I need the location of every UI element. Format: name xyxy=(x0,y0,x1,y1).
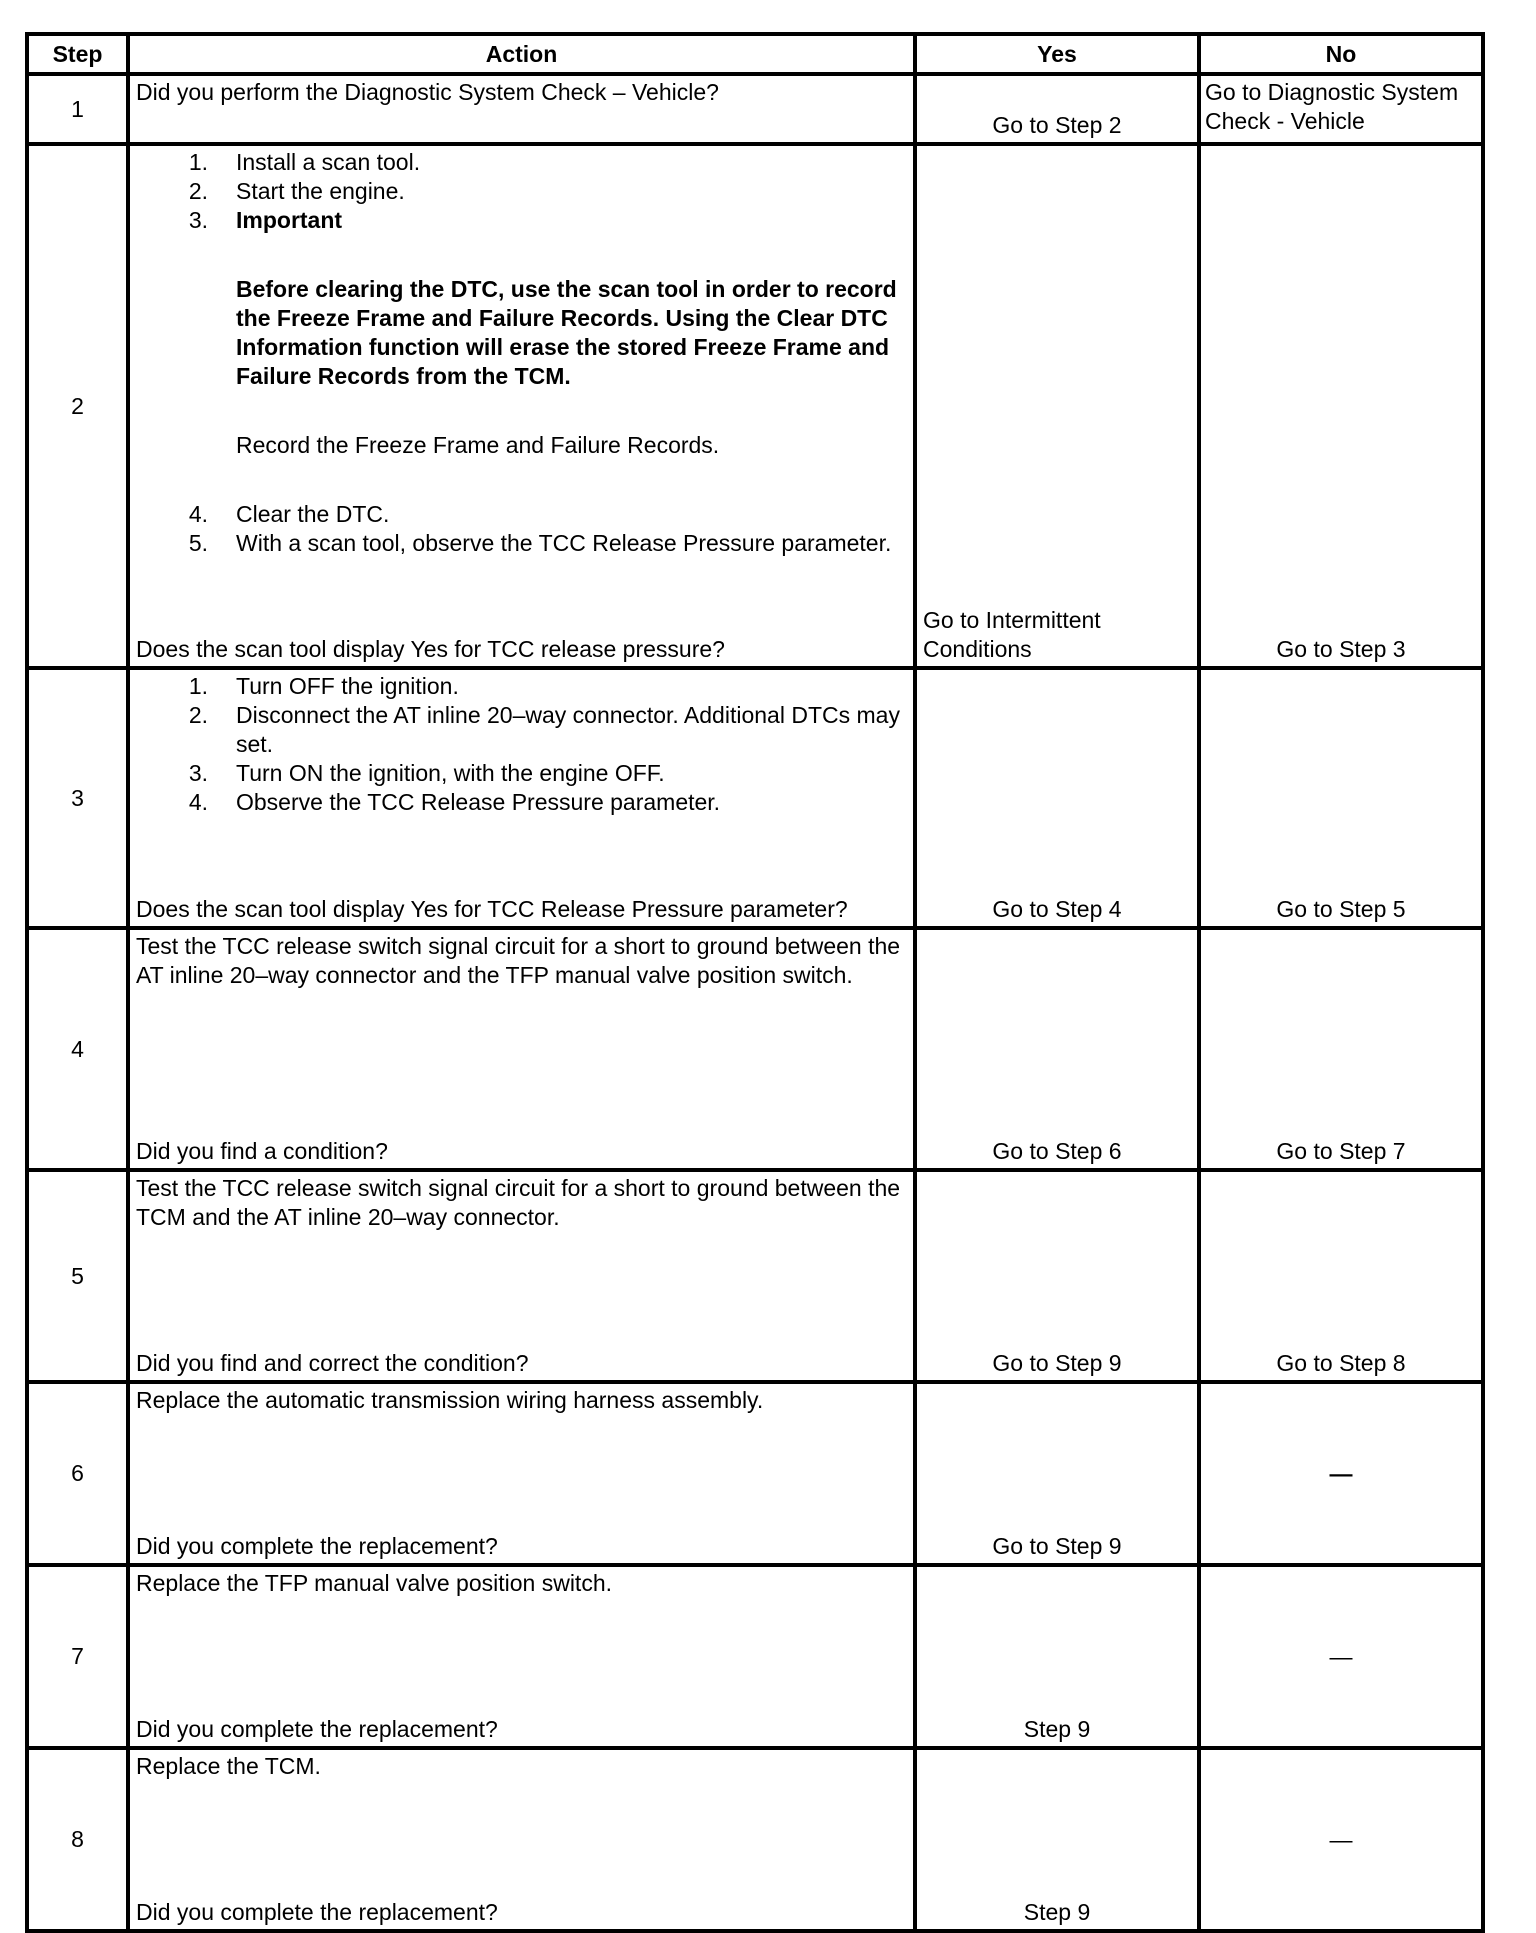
list-item: 2. Start the engine. xyxy=(188,178,405,204)
table-row xyxy=(27,1170,1483,1382)
step-number: 6 xyxy=(27,1382,128,1565)
yes-cell xyxy=(915,144,1199,668)
no-answer: Go to Step 5 xyxy=(1276,896,1406,922)
instruction-text: Test the TCC release switch signal circuit for a short to ground between the AT inline 20–way connector and the TFP manual valve position switch. xyxy=(136,933,901,988)
step-number: 4 xyxy=(27,928,128,1170)
header-yes: Yes xyxy=(915,34,1199,74)
step-number: 8 xyxy=(27,1748,128,1931)
instruction-text: Replace the TCM. xyxy=(136,1753,321,1779)
diagnostic-table xyxy=(25,32,1485,1933)
action-cell xyxy=(128,928,915,1170)
no-answer: Go to Step 8 xyxy=(1276,1350,1406,1376)
no-cell xyxy=(1199,74,1483,144)
instruction-list xyxy=(136,148,907,235)
list-item: 1. Install a scan tool. xyxy=(188,149,421,175)
header-no: No xyxy=(1199,34,1483,74)
question-text: Did you complete the replacement? xyxy=(136,1716,498,1742)
table-row xyxy=(27,928,1483,1170)
header-action: Action xyxy=(128,34,915,74)
no-answer: Go to Step 7 xyxy=(1276,1138,1406,1164)
yes-cell xyxy=(915,1565,1199,1748)
question-text: Did you perform the Diagnostic System Check – Vehicle? xyxy=(136,79,719,105)
list-item: 1. Turn OFF the ignition. xyxy=(188,673,459,699)
no-cell xyxy=(1199,1565,1483,1748)
question-text: Did you complete the replacement? xyxy=(136,1533,498,1559)
list-item: 2. Disconnect the AT inline 20–way connector. Additional DTCs may set. xyxy=(188,702,900,757)
instruction-text: Replace the automatic transmission wiring harness assembly. xyxy=(136,1387,764,1413)
step-number: 7 xyxy=(27,1565,128,1748)
instruction-list xyxy=(136,672,907,817)
table-row xyxy=(27,74,1483,144)
no-answer: — xyxy=(1329,1826,1353,1852)
step-number: 2 xyxy=(27,144,128,668)
action-cell xyxy=(128,1382,915,1565)
table-row xyxy=(27,144,1483,668)
action-cell xyxy=(128,144,915,668)
step-number: 1 xyxy=(27,74,128,144)
yes-answer: Go to Step 4 xyxy=(992,896,1122,922)
question-text: Did you find and correct the condition? xyxy=(136,1350,529,1376)
question-text: Does the scan tool display Yes for TCC Release Pressure parameter? xyxy=(136,896,848,922)
instruction-text: Replace the TFP manual valve position switch. xyxy=(136,1570,613,1596)
header-row xyxy=(27,34,1483,74)
table-row xyxy=(27,1382,1483,1565)
no-cell xyxy=(1199,928,1483,1170)
list-item: 3. Important xyxy=(188,207,343,233)
question-text: Did you find a condition? xyxy=(136,1138,388,1164)
action-cell xyxy=(128,668,915,928)
list-item: 4. Clear the DTC. xyxy=(188,501,390,527)
yes-answer: Go to Step 9 xyxy=(992,1350,1122,1376)
instruction-text: Test the TCC release switch signal circuit for a short to ground between the TCM and the AT inline 20–way connector. xyxy=(136,1175,901,1230)
header-step: Step xyxy=(27,34,128,74)
action-cell xyxy=(128,1748,915,1931)
no-answer: — xyxy=(1329,1643,1353,1669)
important-note: Before clearing the DTC, use the scan tool in order to record the Freeze Frame and Failure Records. Using the Clear DTC Information function will erase the stored Freeze Frame and Failure Records from the TCM. xyxy=(236,276,897,389)
list-item: 3. Turn ON the ignition, with the engine OFF. xyxy=(188,760,665,786)
table-row xyxy=(27,1748,1483,1931)
step-number: 3 xyxy=(27,668,128,928)
list-item: 5. With a scan tool, observe the TCC Release Pressure parameter. xyxy=(188,530,892,556)
no-answer: Go to Diagnostic System Check - Vehicle xyxy=(1205,79,1459,134)
yes-cell xyxy=(915,668,1199,928)
yes-cell xyxy=(915,74,1199,144)
yes-cell xyxy=(915,1748,1199,1931)
yes-answer: Go to Step 2 xyxy=(992,112,1122,138)
yes-answer: Step 9 xyxy=(1023,1899,1091,1925)
action-cell xyxy=(128,1170,915,1382)
table-row xyxy=(27,1565,1483,1748)
action-cell xyxy=(128,74,915,144)
record-note: Record the Freeze Frame and Failure Records. xyxy=(236,432,720,458)
yes-answer: Step 9 xyxy=(1023,1716,1091,1742)
step-number: 5 xyxy=(27,1170,128,1382)
no-answer: — xyxy=(1329,1460,1353,1486)
no-answer: Go to Step 3 xyxy=(1276,636,1406,662)
no-cell xyxy=(1199,668,1483,928)
yes-cell xyxy=(915,928,1199,1170)
no-cell xyxy=(1199,144,1483,668)
action-cell xyxy=(128,1565,915,1748)
list-item: 4. Observe the TCC Release Pressure parameter. xyxy=(188,789,721,815)
yes-answer: Go to Step 9 xyxy=(992,1533,1122,1559)
yes-answer: Go to Step 6 xyxy=(992,1138,1122,1164)
no-cell xyxy=(1199,1748,1483,1931)
question-text: Did you complete the replacement? xyxy=(136,1899,498,1925)
yes-cell xyxy=(915,1382,1199,1565)
table-row xyxy=(27,668,1483,928)
no-cell xyxy=(1199,1170,1483,1382)
question-text: Does the scan tool display Yes for TCC release pressure? xyxy=(136,636,725,662)
instruction-list xyxy=(136,500,907,558)
no-cell xyxy=(1199,1382,1483,1565)
yes-answer: Go to Intermittent Conditions xyxy=(923,607,1101,662)
yes-cell xyxy=(915,1170,1199,1382)
